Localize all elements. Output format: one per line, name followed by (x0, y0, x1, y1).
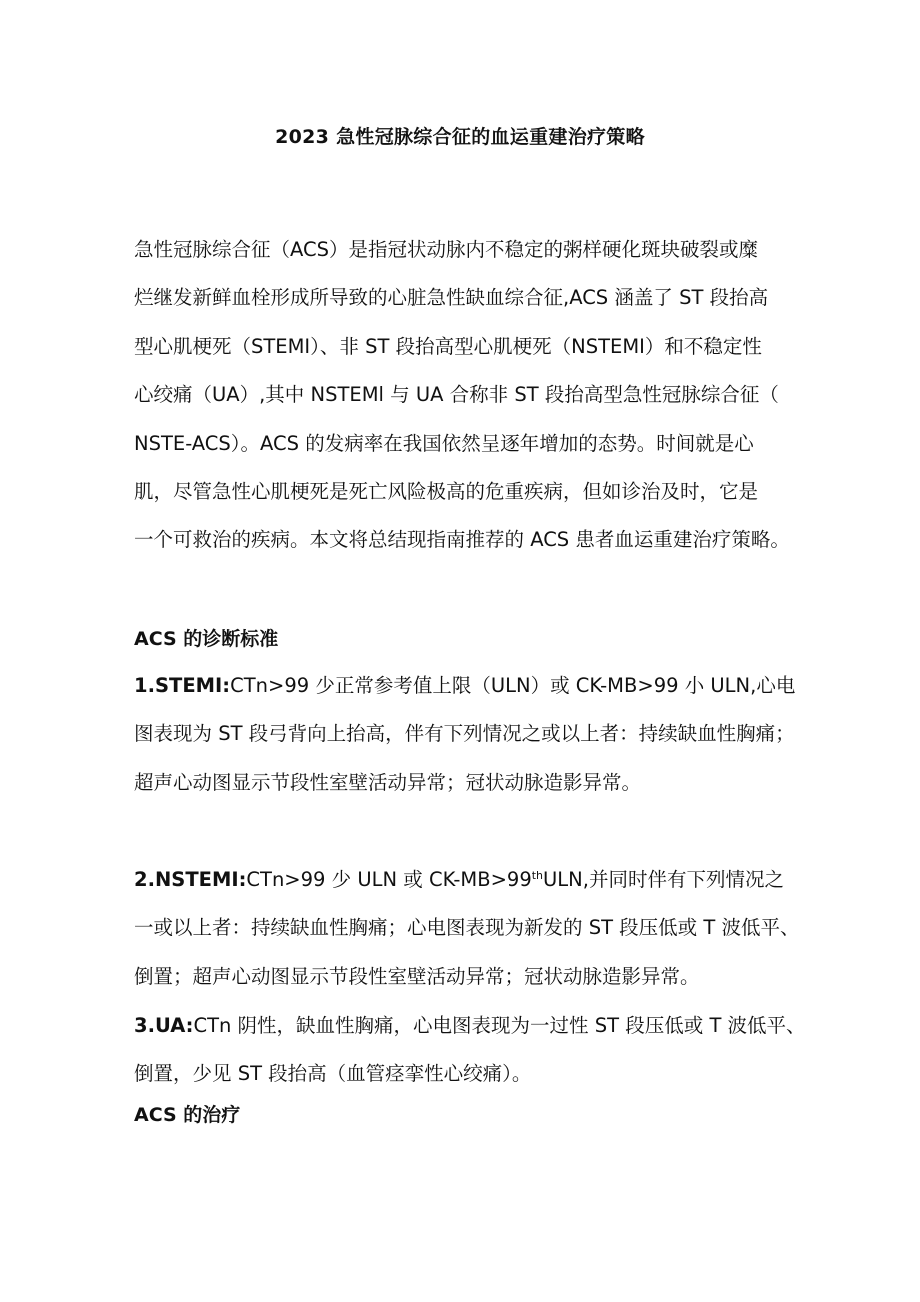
superscript-th: th (531, 869, 544, 882)
intro-line: NSTE-ACS）。ACS 的发病率在我国依然呈逐年增加的态势。时间就是心 (134, 431, 754, 455)
nstemi-text: ULN,并同时伴有下列情况之 (543, 868, 784, 891)
treatment-heading: ACS 的治疗 (134, 1104, 241, 1126)
intro-line: 型心肌梗死（STEMI）、非 ST 段抬高型心肌梗死（NSTEMI）和不稳定性 (134, 334, 762, 358)
nstemi-text: 一或以上者：持续缺血性胸痛；心电图表现为新发的 ST 段压低或 T 波低平、 (134, 916, 800, 940)
intro-paragraph (134, 226, 790, 565)
stemi-text: CTn>99 少正常参考值上限（ULN）或 CK-MB>99 小 ULN,心电 (230, 674, 796, 697)
ua-text: CTn 阴性，缺血性胸痛，心电图表现为一过性 ST 段压低或 T 波低平、 (193, 1014, 806, 1037)
stemi-paragraph (134, 662, 796, 807)
document-title: 2023 急性冠脉综合征的血运重建治疗策略 (275, 126, 645, 148)
stemi-label: 1.STEMI: (134, 674, 231, 697)
intro-line: 肌，尽管急性心肌梗死是死亡风险极高的危重疾病，但如诊治及时，它是 (134, 480, 759, 504)
intro-line: 烂继发新鲜血栓形成所导致的心脏急性缺血综合征,ACS 涵盖了 ST 段抬高 (134, 286, 769, 310)
intro-line: 心绞痛（UA）,其中 NSTEMl 与 UA 合称非 ST 段抬高型急性冠脉综合征（ (134, 383, 779, 407)
intro-line: 一个可救治的疾病。本文将总结现指南推荐的 ACS 患者血运重建治疗策略。 (134, 528, 790, 552)
intro-line: 急性冠脉综合征（ACS）是指冠状动脉内不稳定的粥样硬化斑块破裂或糜 (134, 238, 758, 261)
nstemi-label: 2.NSTEMI: (134, 868, 247, 891)
ua-paragraph (134, 1002, 806, 1099)
ua-label: 3.UA: (134, 1014, 194, 1037)
diagnosis-heading: ACS 的诊断标准 (134, 628, 279, 650)
nstemi-text: CTn>99 少 ULN 或 CK-MB>99 (246, 868, 532, 891)
nstemi-text: 倒置；超声心动图显示节段性室壁活动异常；冠状动脉造影异常。 (134, 964, 700, 988)
stemi-text: 超声心动图显示节段性室壁活动异常；冠状动脉造影异常。 (134, 770, 642, 794)
stemi-text: 图表现为 ST 段弓背向上抬高，伴有下列情况之或以上者：持续缺血性胸痛； (134, 722, 795, 746)
nstemi-paragraph (134, 856, 800, 1001)
ua-text: 倒置，少见 ST 段抬高（血管痉挛性心绞痛）。 (134, 1062, 532, 1086)
